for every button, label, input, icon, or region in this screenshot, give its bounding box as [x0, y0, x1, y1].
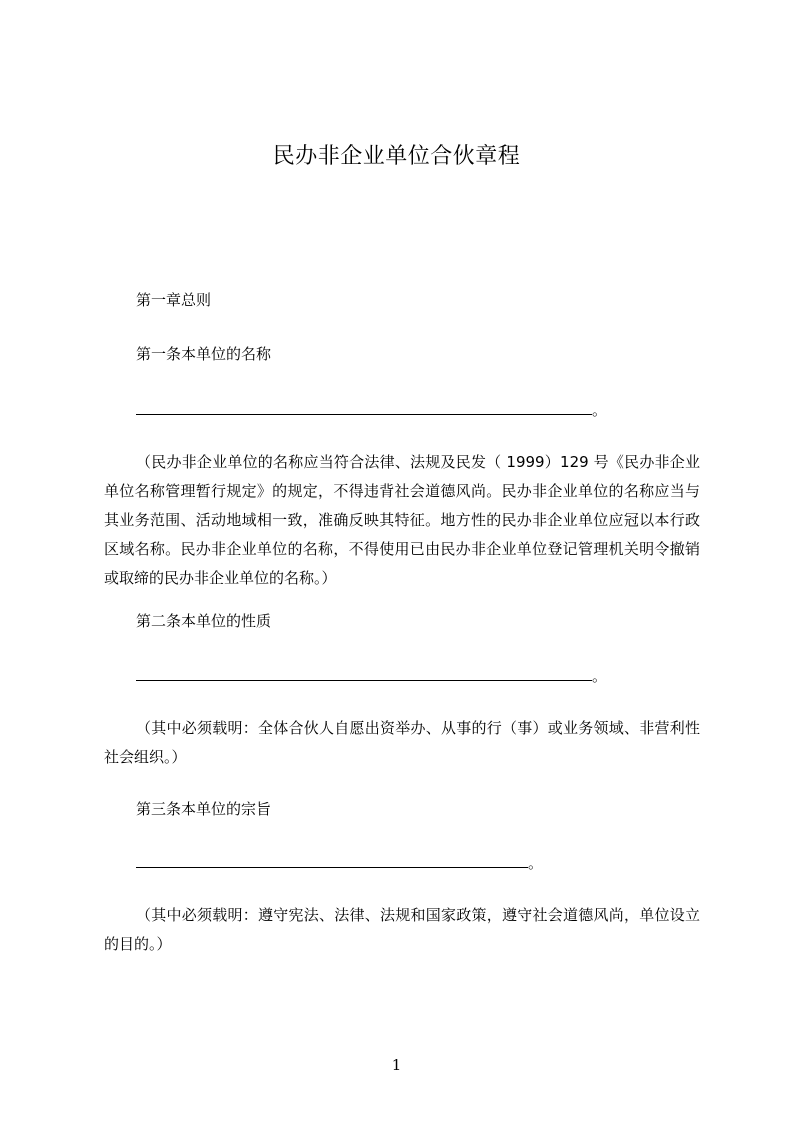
article-3-note: （其中必须载明：遵守宪法、法律、法规和国家政策，遵守社会道德风尚，单位设立的目的。）: [104, 906, 700, 953]
article-2-heading: 第二条本单位的性质: [136, 612, 272, 630]
blank-end-mark: 。: [528, 854, 544, 872]
article-3-fill-blank: [136, 853, 543, 873]
article-2-note: （其中必须载明：全体合伙人自愿出资举办、从事的行（事）或业务领域、非营利性社会组织。）: [104, 719, 700, 766]
article-1-note: （民办非企业单位的名称应当符合法律、法规及民发（ 1999）129 号《民办非企业单位名称管理暂行规定》的规定，不得违背社会道德风尚。民办非企业单位的名称应当与其业务范围、活动地域相一致，准确反映其特征。地方性的民办非企业单位应冠以本行政区域名称。民办非企业单位的名称，不得使用已由民办非企业单位登记管理机关明令撤销或取缔的民办非企业单位的名称。）: [104, 453, 700, 587]
page-number: 1: [391, 1056, 402, 1074]
article-3-heading: 第三条本单位的宗旨: [136, 800, 272, 818]
fill-line: [136, 666, 592, 681]
article-1-fill-blank: [136, 400, 607, 420]
chapter-heading: 第一章总则: [136, 291, 212, 309]
fill-line: [136, 400, 592, 415]
article-2-fill-blank: [136, 666, 607, 686]
document-title: 民办非企业单位合伙章程: [272, 144, 521, 169]
article-1-heading: 第一条本单位的名称: [136, 345, 272, 363]
fill-line: [136, 853, 528, 868]
blank-end-mark: 。: [592, 401, 608, 419]
blank-end-mark: 。: [592, 667, 608, 685]
